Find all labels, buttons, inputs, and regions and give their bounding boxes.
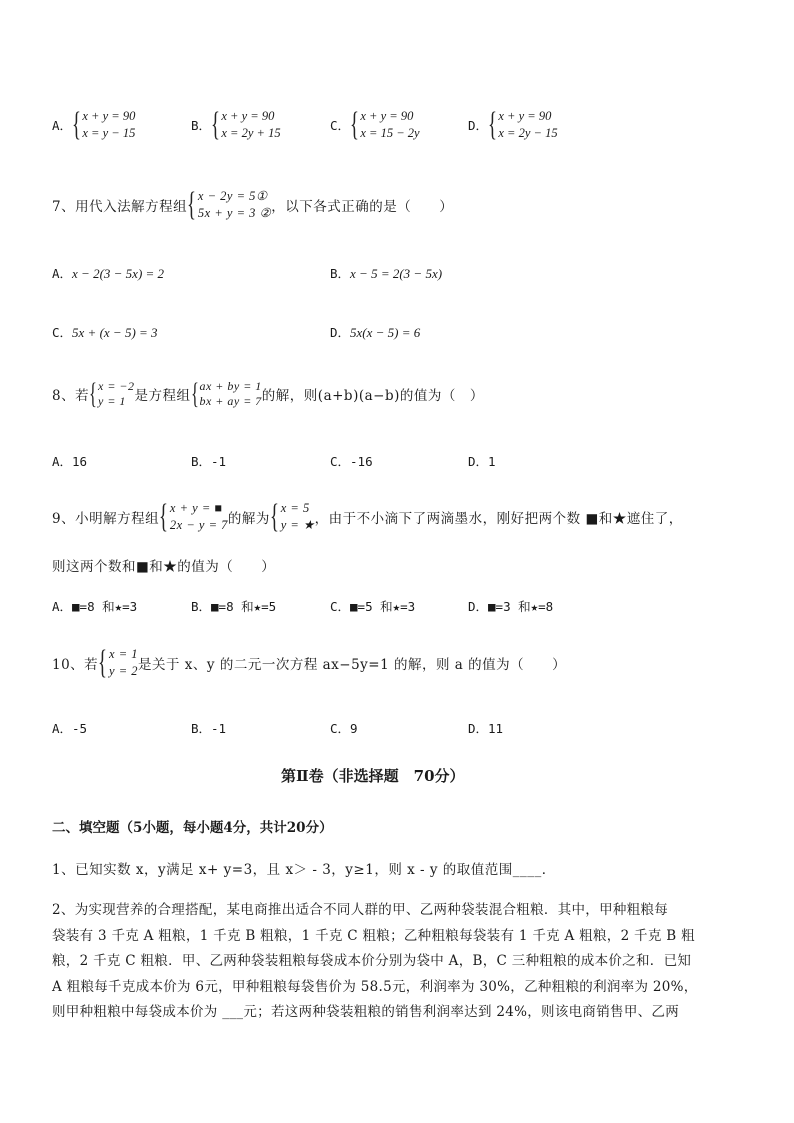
option-letter: A． bbox=[52, 721, 73, 736]
equation: 2x − y = 7 bbox=[169, 518, 228, 532]
q7-option-d bbox=[330, 323, 420, 341]
q6-option-b bbox=[191, 108, 281, 142]
q10-option-d bbox=[468, 719, 503, 737]
q10-option-a bbox=[52, 719, 87, 737]
q8-option-a bbox=[52, 452, 87, 470]
option-letter: D． bbox=[468, 454, 489, 469]
q9-option-c bbox=[330, 597, 415, 615]
option-letter: C． bbox=[330, 118, 351, 133]
q10-option-b bbox=[191, 719, 226, 737]
option-letter: B． bbox=[191, 118, 212, 133]
paragraph-line: 袋装有 3 千克 A 粗粮，1 千克 B 粗粮，1 千克 C 粗粮；乙种粗粮每袋装有 1 千克 A 粗粮，2 千克 B 粗 bbox=[52, 927, 695, 944]
question-text: 是关于 x、y 的二元一次方程 ax−5y=1 的解，则 a 的值为（ ） bbox=[138, 657, 567, 673]
option-text: ■=8 和★=3 bbox=[72, 599, 138, 614]
option-letter: A． bbox=[52, 454, 73, 469]
part-2-title: 第Ⅱ卷（非选择题 70分） bbox=[281, 767, 465, 785]
paragraph-line: A 粗粮每千克成本价为 6元，甲种粗粮每袋售价为 58.5元，利润率为 30%，乙种粗粮的利润率为 20%， bbox=[52, 978, 698, 995]
equation: y = 2 bbox=[109, 664, 138, 678]
option-letter: D． bbox=[468, 118, 489, 133]
option-text: -16 bbox=[350, 454, 373, 469]
option-letter: B． bbox=[191, 454, 212, 469]
option-letter: B． bbox=[330, 266, 351, 281]
option-letter: B． bbox=[191, 599, 212, 614]
equation: x = 15 − 2y bbox=[360, 126, 420, 140]
question-text: 是方程组 bbox=[134, 388, 191, 404]
equation: y = ★ bbox=[280, 518, 315, 532]
option-letter: A． bbox=[52, 266, 73, 281]
paragraph-line: 则甲种粗粮中每袋成本价为 ___元；若这两种袋装粗粮的销售利润率达到 24%，则该电商销售甲、乙两 bbox=[52, 1004, 680, 1020]
option-text: 1 bbox=[488, 454, 496, 469]
question-text: 8、若 bbox=[52, 388, 90, 404]
q7-option-b bbox=[330, 264, 442, 282]
section-2-title: 二、填空题（5小题，每小题4分，共计20分） bbox=[52, 820, 333, 836]
question-text: 的解为 bbox=[227, 511, 270, 527]
left-brace-icon: { bbox=[269, 498, 280, 535]
option-text: -1 bbox=[211, 454, 227, 469]
option-letter: C． bbox=[330, 721, 351, 736]
option-text: ■=8 和★=5 bbox=[211, 599, 277, 614]
option-letter: A． bbox=[52, 599, 73, 614]
paragraph-line: 2、为实现营养的合理搭配，某电商推出适合不同人群的甲、乙两种袋装混合粗粮．其中，甲种粗粮每 bbox=[52, 902, 669, 918]
question-9 bbox=[52, 500, 683, 534]
equation: x + y = 90 bbox=[498, 109, 552, 123]
q6-option-a bbox=[52, 108, 135, 142]
question-text: ，以下各式正确的是（ ） bbox=[271, 199, 454, 215]
option-text: -1 bbox=[211, 721, 227, 736]
equation: y = 1 bbox=[98, 394, 126, 408]
question-7 bbox=[52, 188, 453, 222]
paragraph-line: 粮，2 千克 C 粗粮．甲、乙两种袋装粗粮每袋成本价分别为袋中 A，B，C 三种粗粮的成本价之和．已知 bbox=[52, 953, 692, 969]
option-text: x − 5 = 2(3 − 5x) bbox=[350, 266, 443, 281]
option-text: x − 2(3 − 5x) = 2 bbox=[72, 266, 165, 281]
left-brace-icon: { bbox=[187, 186, 197, 223]
left-brace-icon: { bbox=[488, 106, 498, 143]
q9-option-d bbox=[468, 597, 553, 615]
equation: x = 5 bbox=[280, 501, 310, 515]
option-text: 5x(x − 5) = 6 bbox=[350, 325, 421, 340]
equation: ax + by = 1 bbox=[199, 379, 262, 393]
left-brace-icon: { bbox=[211, 106, 221, 143]
fill-question-1: 1、已知实数 x，y满足 x+ y=3，且 x＞ - 3，y≥1，则 x - y 的取值范围____． bbox=[52, 862, 556, 878]
option-letter: D． bbox=[330, 325, 351, 340]
equation: 5x + y = 3 ② bbox=[197, 206, 272, 220]
left-brace-icon: { bbox=[159, 498, 169, 535]
q9-option-a bbox=[52, 597, 137, 615]
question-text: ，由于不小滴下了两滴墨水，刚好把两个数 ■和★遮住了， bbox=[314, 511, 683, 527]
option-letter: B． bbox=[191, 721, 212, 736]
equation: x − 2y = 5① bbox=[197, 189, 268, 203]
option-text: -5 bbox=[72, 721, 88, 736]
option-letter: C． bbox=[52, 325, 73, 340]
question-text: 的解，则(a+b)(a−b)的值为（ ） bbox=[261, 388, 484, 404]
fill-question-2 bbox=[52, 898, 742, 1026]
q9-option-b bbox=[191, 597, 276, 615]
left-brace-icon: { bbox=[350, 106, 360, 143]
q8-option-c bbox=[330, 452, 373, 470]
option-text: 5x + (x − 5) = 3 bbox=[72, 325, 158, 340]
question-text: 7、用代入法解方程组 bbox=[52, 199, 188, 215]
option-text: 9 bbox=[350, 721, 358, 736]
equation: bx + ay = 7 bbox=[199, 394, 262, 408]
option-letter: C． bbox=[330, 454, 351, 469]
q8-option-d bbox=[468, 452, 496, 470]
option-letter: A． bbox=[52, 118, 73, 133]
q8-option-b bbox=[191, 452, 226, 470]
equation: x = 2y − 15 bbox=[498, 126, 558, 140]
question-text: 10、若 bbox=[52, 657, 99, 673]
left-brace-icon: { bbox=[98, 644, 108, 681]
equation: x + y = ■ bbox=[169, 501, 223, 515]
question-text: 9、小明解方程组 bbox=[52, 511, 160, 527]
option-letter: D． bbox=[468, 721, 489, 736]
q10-option-c bbox=[330, 719, 358, 737]
option-text: 11 bbox=[488, 721, 504, 736]
question-10 bbox=[52, 646, 566, 680]
equation: x = 1 bbox=[109, 647, 138, 661]
equation: x + y = 90 bbox=[82, 109, 136, 123]
option-text: 16 bbox=[72, 454, 88, 469]
left-brace-icon: { bbox=[72, 106, 82, 143]
option-letter: C． bbox=[330, 599, 351, 614]
option-letter: D． bbox=[468, 599, 489, 614]
question-8 bbox=[52, 379, 484, 409]
q7-option-c bbox=[52, 323, 158, 341]
equation: x + y = 90 bbox=[360, 109, 414, 123]
left-brace-icon: { bbox=[89, 377, 98, 410]
option-text: ■=3 和★=8 bbox=[488, 599, 554, 614]
q7-option-a bbox=[52, 264, 164, 282]
option-text: ■=5 和★=3 bbox=[350, 599, 416, 614]
equation: x = y − 15 bbox=[82, 126, 136, 140]
equation: x = −2 bbox=[98, 379, 135, 393]
q6-option-c bbox=[330, 108, 420, 142]
equation: x = 2y + 15 bbox=[221, 126, 281, 140]
question-9-line-2: 则这两个数和■和★的值为（ ） bbox=[52, 559, 276, 575]
equation: x + y = 90 bbox=[221, 109, 275, 123]
left-brace-icon: { bbox=[190, 377, 199, 410]
q6-option-d bbox=[468, 108, 558, 142]
